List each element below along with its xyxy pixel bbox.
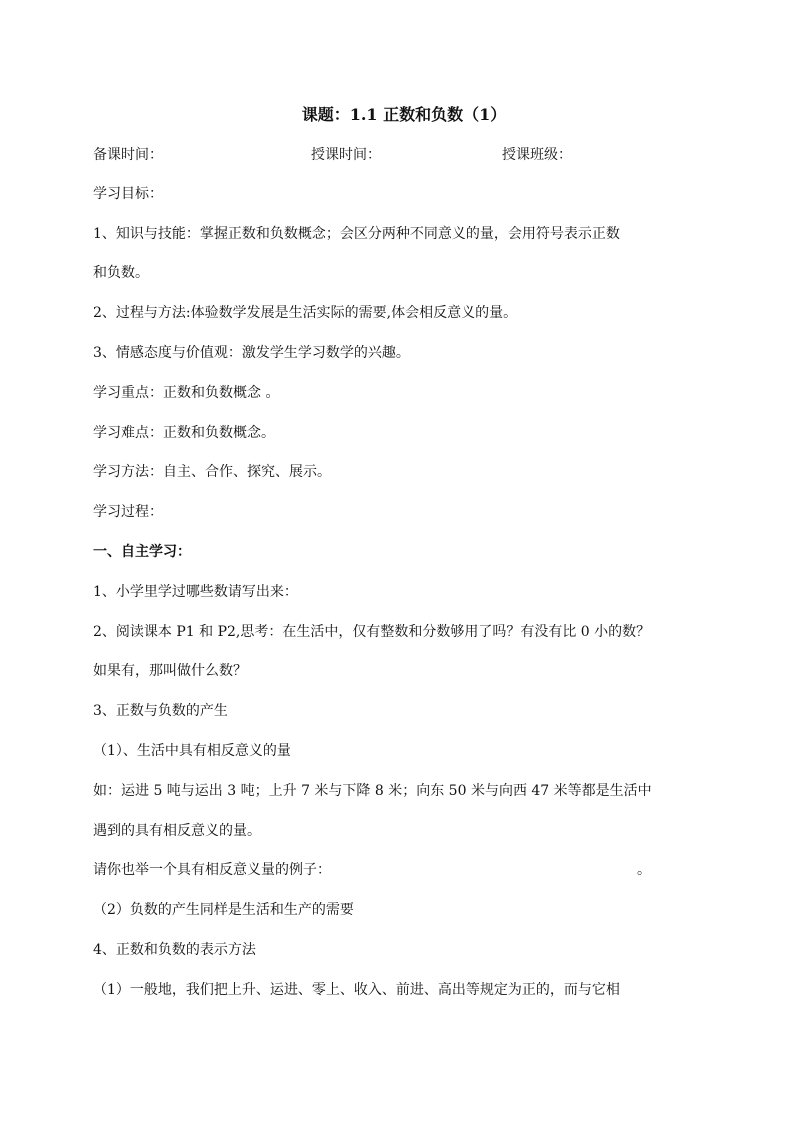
difficult-point: 学习难点：正数和负数概念。 [93,425,275,441]
learning-method: 学习方法：自主、合作、探究、展示。 [93,464,331,480]
question-2-line-1: 2、阅读课本 P1 和 P2,思考：在生活中，仅有整数和分数够用了吗？有没有比 0 小的数？ [93,624,651,640]
page-title: 课题：1.1 正数和负数（1） [301,105,507,124]
goal-knowledge-line-1: 1、知识与技能：掌握正数和负数概念；会区分两种不同意义的量，会用符号表示正数 [93,226,620,242]
section-self-study-heading: 一、自主学习： [93,544,191,560]
goal-process: 2、过程与方法:体验数学发展是生活实际的需要,体会相反意义的量。 [93,305,518,321]
item-3-heading: 3、正数与负数的产生 [93,703,228,719]
question-2-line-2: 如果有，那叫做什么数？ [93,663,247,679]
example-prompt: 请你也举一个具有相反意义量的例子： [93,862,331,878]
class-time-label: 授课时间： [311,147,381,163]
item-4-heading: 4、正数和负数的表示方法 [93,942,256,958]
learning-goals-heading: 学习目标： [93,186,163,202]
example-line-2: 遇到的具有相反意义的量。 [93,823,261,839]
item-4-sub-1: （1）一般地，我们把上升、运进、零上、收入、前进、高出等规定为正的，而与它相 [93,982,620,998]
goal-attitude: 3、情感态度与价值观：激发学生学习数学的兴趣。 [93,345,410,361]
key-point: 学习重点：正数和负数概念 。 [93,385,280,401]
example-line-1: 如：运进 5 吨与运出 3 吨；上升 7 米与下降 8 米；向东 50 米与向西 47 米等都是生活中 [93,783,652,799]
question-1: 1、小学里学过哪些数请写出来： [93,584,298,600]
prep-time-label: 备课时间： [93,147,163,163]
goal-knowledge-line-2: 和负数。 [93,265,149,281]
learning-process-heading: 学习过程： [93,504,163,520]
example-prompt-end-mark: 。 [637,862,651,878]
class-name-label: 授课班级： [502,147,572,163]
item-3-sub-2: （2）负数的产生同样是生活和生产的需要 [93,902,354,918]
item-3-sub-1: （1）、生活中具有相反意义的量 [93,743,291,759]
